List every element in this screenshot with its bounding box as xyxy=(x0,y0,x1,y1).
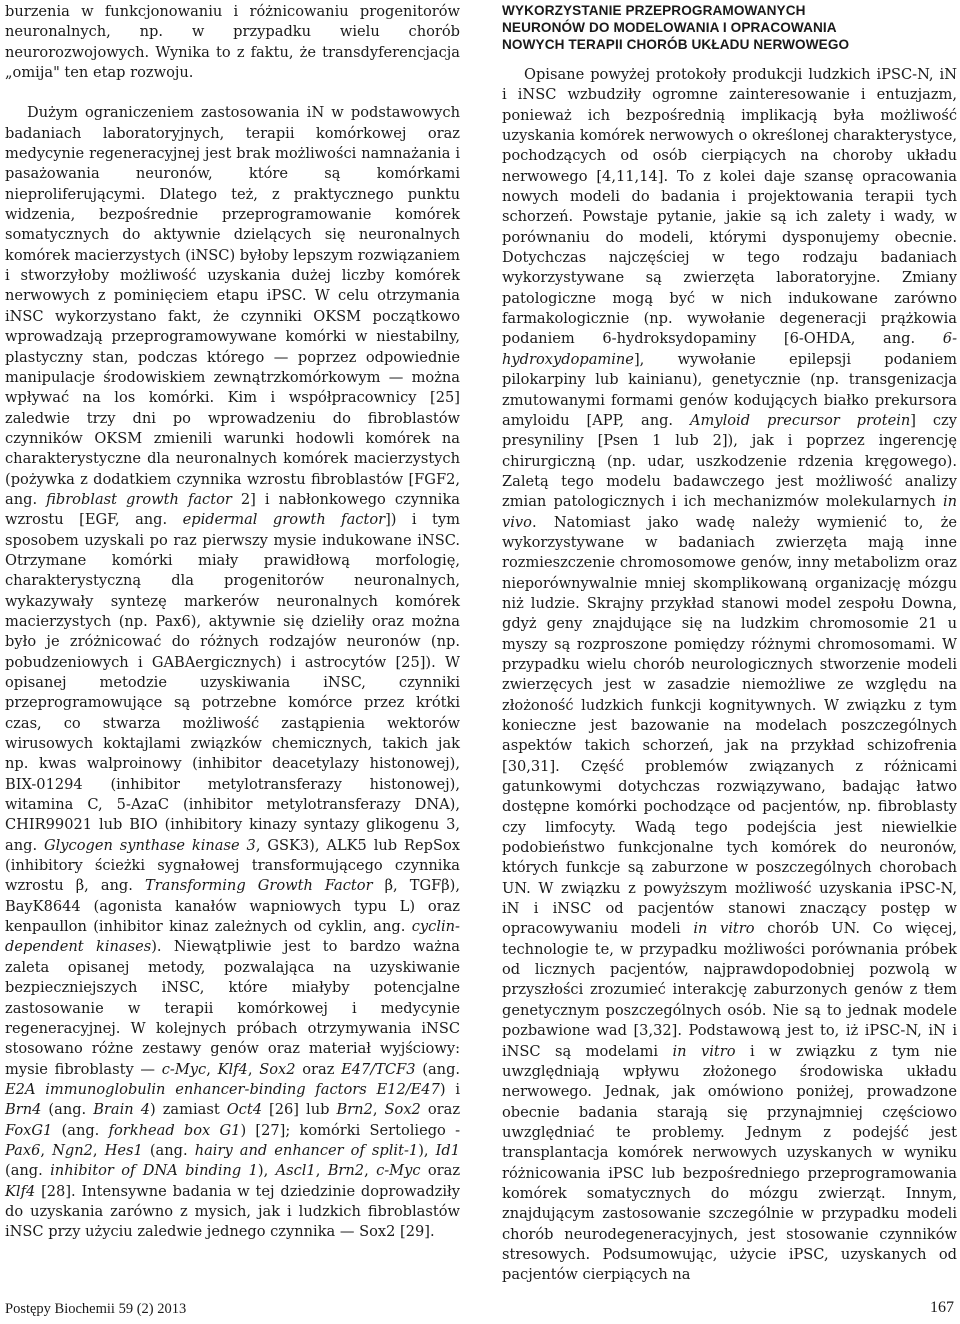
page-number: 167 xyxy=(930,1299,954,1316)
text-run: ), xyxy=(257,1162,269,1180)
italic-term: inhibitor of DNA binding 1 xyxy=(50,1162,258,1180)
italic-gene: Oct4 xyxy=(226,1101,263,1119)
text-run: , xyxy=(372,1101,378,1119)
italic-gene: E47/TCF3 xyxy=(341,1060,416,1078)
italic-term: Glycogen synthase kinase 3 xyxy=(43,836,256,854)
heading-line: WYKORZYSTANIE PRZEPROGRAMOWANYCH xyxy=(502,3,806,18)
italic-gene: Ngn2 xyxy=(52,1141,93,1159)
italic-term: hairy and enhancer of split-1 xyxy=(194,1141,419,1159)
text-run: burzenia w funkcjonowaniu i różnicowaniu progenitorów neuronalnych, np. w przypadku wielu chorób neurorozwojowych. Wynika to z faktu, że transdyferencjacja „omija" ten etap rozwoju. xyxy=(5,3,460,82)
text-run: i w związku z tym nie uwzględniają wpływu złożonego środowiska układu nerwowego. Jednak, jak omówiono poniżej, prowadzone obecnie badania starają się przynajmniej częściowo uwzględniać te problemy. Jednym z podejść jest transplantacja komórek nerwowych uzyskanych w wyniku różnicowania iPSC lub bezpośredniego przeprogramowania komórek somatycznych do mózgu zwierząt. Innym, znajdującym zastosowanie szczególnie w przypadku modeli chorób neurodegeneracyjnych, jest stosowanie czynników stresowych. Podsumowując, użycie iPSC, uzyskanych od pacjentów cierpiących na xyxy=(502,1042,958,1284)
paragraph-modeling xyxy=(502,65,957,1286)
italic-term: fibroblast growth factor xyxy=(46,490,232,508)
text-run: (ang. xyxy=(149,1141,188,1159)
text-run: ]) i tym sposobem uzyskali po raz pierwszy mysie indukowane iNSC. Otrzymane komórki miały prawidłową morfologię, charakterystyczną dla progenitorów neuronalnych, wykazywały syntezę markerów neuronalnych komórek macierzystych (np. Pax6), aktywnie się dzieliły oraz można było je zróżnicować do różnych rodzajów neuronów (np. pobudzeniowych i GABAergicznych) i astrocytów [25]). W opisanej metodzie uzyskiwania iNSC, czynniki przeprogramowujące są potrzebne komórce przez krótki czas, co stwarza możliwość zastąpienia wektorów wirusowych koktajlami związków chemicznych, takich jak np. kwas walproinowy (inhibitor deacetylazy histonowej), BIX-01294 (inhibitor metylotransferazy histonowej), witamina C, 5-AzaC (inhibitor metylotransferazy DNA), CHIR99021 lub BIO (inhibitory kinazy syntazy glikogenu 3, ang. xyxy=(5,511,460,854)
paragraph-insc xyxy=(5,103,460,1242)
text-run: , xyxy=(315,1162,321,1180)
italic-gene: c-Myc xyxy=(161,1060,207,1078)
text-run: , xyxy=(364,1162,369,1180)
italic-term: in vitro xyxy=(693,920,755,938)
italic-gene: c-Myc xyxy=(376,1162,421,1180)
italic-term: epidermal growth factor xyxy=(182,511,386,529)
italic-gene: Klf4 xyxy=(217,1060,248,1078)
italic-gene: Sox2 xyxy=(259,1060,296,1078)
italic-term: Brain 4 xyxy=(93,1101,151,1119)
text-run: [28]. Intensywne badania w tej dziedzinie doprowadziły do uzyskania zarówno z mysich, jak i ludzkich fibroblastów iNSC przy użyciu zaledwie jednego czynnika — Sox2 [29]. xyxy=(5,1182,461,1241)
text-run: oraz xyxy=(427,1162,461,1180)
text-run: (ang. xyxy=(422,1060,461,1078)
heading-line: NEURONÓW DO MODELOWANIA I OPRACOWANIA xyxy=(502,20,837,35)
text-run: , xyxy=(40,1141,46,1159)
right-column xyxy=(502,2,957,1286)
text-run: ], wywołanie epilepsji podaniem pilokarpiny lub kainianu), genetycznie (np. transgenizacja zmutowanymi formami genów kodujących białko prekursora amyloidu [APP, ang. xyxy=(502,350,957,429)
text-run: ). Niewątpliwie jest to bardzo ważna zaleta opisanej metody, pozwalająca na uzyskiwanie bezpieczniejszych iNSC, które miałyby potencjalne zastosowanie w terapii komórkowej i medycynie regeneracyjnej. W kolejnych próbach otrzymywania iNSC stosowano różne zestawy genów oraz materiał wyjściowy: mysie fibroblasty — xyxy=(5,938,460,1078)
journal-footer: Postępy Biochemii 59 (2) 2013 xyxy=(5,1301,187,1317)
text-run: [26] lub xyxy=(269,1101,330,1119)
italic-gene: Id1 xyxy=(435,1141,461,1159)
heading-line: NOWYCH TERAPII CHORÓB UKŁADU NERWOWEGO xyxy=(502,37,850,52)
text-run: , xyxy=(206,1060,211,1078)
text-run: ) zamiast xyxy=(150,1101,220,1119)
paragraph-gap xyxy=(5,83,460,103)
text-run: , xyxy=(247,1060,253,1078)
text-run: 2] i nabłonkowego czynnika wzrostu [EGF, ang. xyxy=(5,490,460,529)
text-run: (ang. xyxy=(48,1101,87,1119)
text-run: β, TGFβ), BayK8644 (agonista kanałów wapniowych typu L) oraz kenpaullon (inhibitor kinaz zależnych od cyklin, ang. xyxy=(5,877,461,936)
italic-term: E2A immunoglobulin enhancer-binding factors E12/E47 xyxy=(5,1080,440,1098)
text-run: (ang. xyxy=(61,1121,100,1139)
text-run: oraz xyxy=(427,1101,461,1119)
text-run: ) i xyxy=(439,1080,460,1098)
italic-term: cyclin-dependent kinases xyxy=(5,918,460,956)
text-run: . Natomiast jako wadę należy wymienić to, że wykorzystywane w badaniach zwierzęta mają inne rozmieszczenie chromosomowe genów, inny metabolizm oraz nieporównywalnie mniej skomplikowaną organizację mózgu niż ludzie. Skrajny przykład stanowi model zespołu Downa, gdyż geny znajdujące się na ludzkim chromosomie 21 u myszy są rozproszone pomiędzy różnymi chromosomami. W przypadku wielu chorób neurologicznych stworzenie modeli zwierzęcych jest w zasadzie niemożliwe ze względu na złożoność ludzkich funkcji kognitywnych. W związku z tym konieczne jest bazowanie na modelach poszczególnych aspektów takich schorzeń, jak na przykład schizofrenia [30,31]. Część problemów związanych z różnicami gatunkowymi dotychczas rozwiązywano, badając łatwo dostępne komórki pochodzące od pacjentów, np. fibroblasty czy limfocyty. Wadą tego podejścia jest niewielkie podobieństwo funkcjonalne tych komórek do neuronów, których funkcje są zaburzone w poszczególnych chorobach UN. W związku z powyższym możliwość uzyskania iPSC-N, iN i iNSC od pacjentów stanowi znaczący postęp w opracowywaniu modeli xyxy=(502,513,957,938)
text-run: , GSK3), ALK5 lub RepSox (inhibitory ścieżki sygnałowej transformującego czynnika wzrostu β, ang. xyxy=(5,836,460,895)
section-heading xyxy=(502,2,957,53)
italic-term: in vitro xyxy=(672,1042,736,1060)
italic-gene: Ascl1 xyxy=(275,1162,316,1180)
italic-gene: FoxG1 xyxy=(5,1121,53,1139)
italic-gene: Brn2 xyxy=(327,1162,365,1180)
italic-term: Amyloid precursor protein xyxy=(689,411,911,429)
text-run: oraz xyxy=(302,1060,335,1078)
left-column xyxy=(5,2,460,1243)
text-run: (ang. xyxy=(5,1162,43,1180)
italic-gene: Hes1 xyxy=(104,1141,143,1159)
italic-gene: Brn2 xyxy=(336,1101,373,1119)
italic-term: 6-hydroxydopamine xyxy=(502,330,957,368)
text-run: chorób UN. Co więcej, technologie te, w przypadku możliwości porównania próbek od licznych pacjentów, najprawdopodobniej pozwolą w przyszłości zrozumieć interakcję zaburzonych genów z tłem genetycznym poszczególnych osób. Nie są to jednak modele pozbawione wad [3,32]. Podstawową jest to, iż iPSC-N, iN i iNSC są modelami xyxy=(502,920,958,1060)
text-run: ] czy presyniliny [Psen 1 lub 2]), jak i poprzez ingerencję chirurgiczną (np. udar, uszkodzenie rdzenia kręgowego). Zaletą tego modelu badawczego jest możliwość analizy zmian patologicznych i ich mechanizmów molekularnych xyxy=(502,411,957,511)
italic-term: in vivo xyxy=(502,493,958,531)
italic-gene: Pax6 xyxy=(5,1141,41,1159)
text-run: ) [27]; komórki Sertoliego - xyxy=(240,1121,461,1139)
text-run: ), xyxy=(418,1141,429,1159)
italic-term: Transforming Growth Factor xyxy=(144,877,373,895)
italic-gene: Sox2 xyxy=(384,1101,421,1119)
text-run: Dużym ograniczeniem zastosowania iN w podstawowych badaniach laboratoryjnych, terapii komórkowej oraz medycynie regeneracyjnej jest brak możliwości namnażania i pasażowania neuronów, które są komórkami nieproliferującymi. Dlatego też, z praktycznego punktu widzenia, bezpośrednie przeprogramowanie komórek somatycznych do aktywnie dzielących się neuronalnych komórek macierzystych (iNSC) byłoby lepszym rozwiązaniem i stworzyłoby możliwość uzyskania dużej liczby komórek nerwowych z pominięciem etapu iPSC. W celu otrzymania iNSC wykorzystano fakt, że czynniki OKSM początkowo wprowadzają przeprogramowywane komórki w niestabilny, plastyczny stan, podczas którego — poprzez odpowiednie manipulacje środowiskiem zewnątrzkomórkowym — można wpływać na los komórki. Kim i współpracownicy [25] zaledwie trzy dni po wprowadzeniu do fibroblastów czynników OKSM zmienili warunki hodowli komórek na charakterystyczne dla neuronalnych komórek macierzystych (pożywka z dodatkiem czynnika wzrostu fibroblastów [FGF2, ang. xyxy=(5,104,460,508)
italic-gene: Klf4 xyxy=(5,1182,36,1200)
italic-term: forkhead box G1 xyxy=(108,1121,241,1139)
italic-gene: Brn4 xyxy=(5,1101,42,1119)
text-run: Opisane powyżej protokoły produkcji ludzkich iPSC-N, iN i iNSC wzbudziły ogromne zainteresowanie i entuzjazm, ponieważ ich bezpośrednią implikacją była możliwość uzyskania komórek nerwowych o określonej charakterystyce, pochodzących od osób cierpiących na choroby układu nerwowego [4,11,14]. To z kolei daje szansę opracowania nowych modeli do badania i projektowania terapii tych schorzeń. Powstaje pytanie, jakie są ich zalety i wady, w porównaniu do modeli, którymi dysponujemy obecnie. Dotychczas najczęściej w tego rodzaju badaniach wykorzystywane są zwierzęta laboratoryjne. Zmiany patologiczne mogą być w nich indukowane zarówno farmakologicznie (np. wywołanie degeneracji prążkowia podaniem 6-hydroksydopaminy [6-OHDA, ang. xyxy=(502,66,957,348)
paragraph-continuation xyxy=(5,2,460,83)
text-run: , xyxy=(92,1141,98,1159)
